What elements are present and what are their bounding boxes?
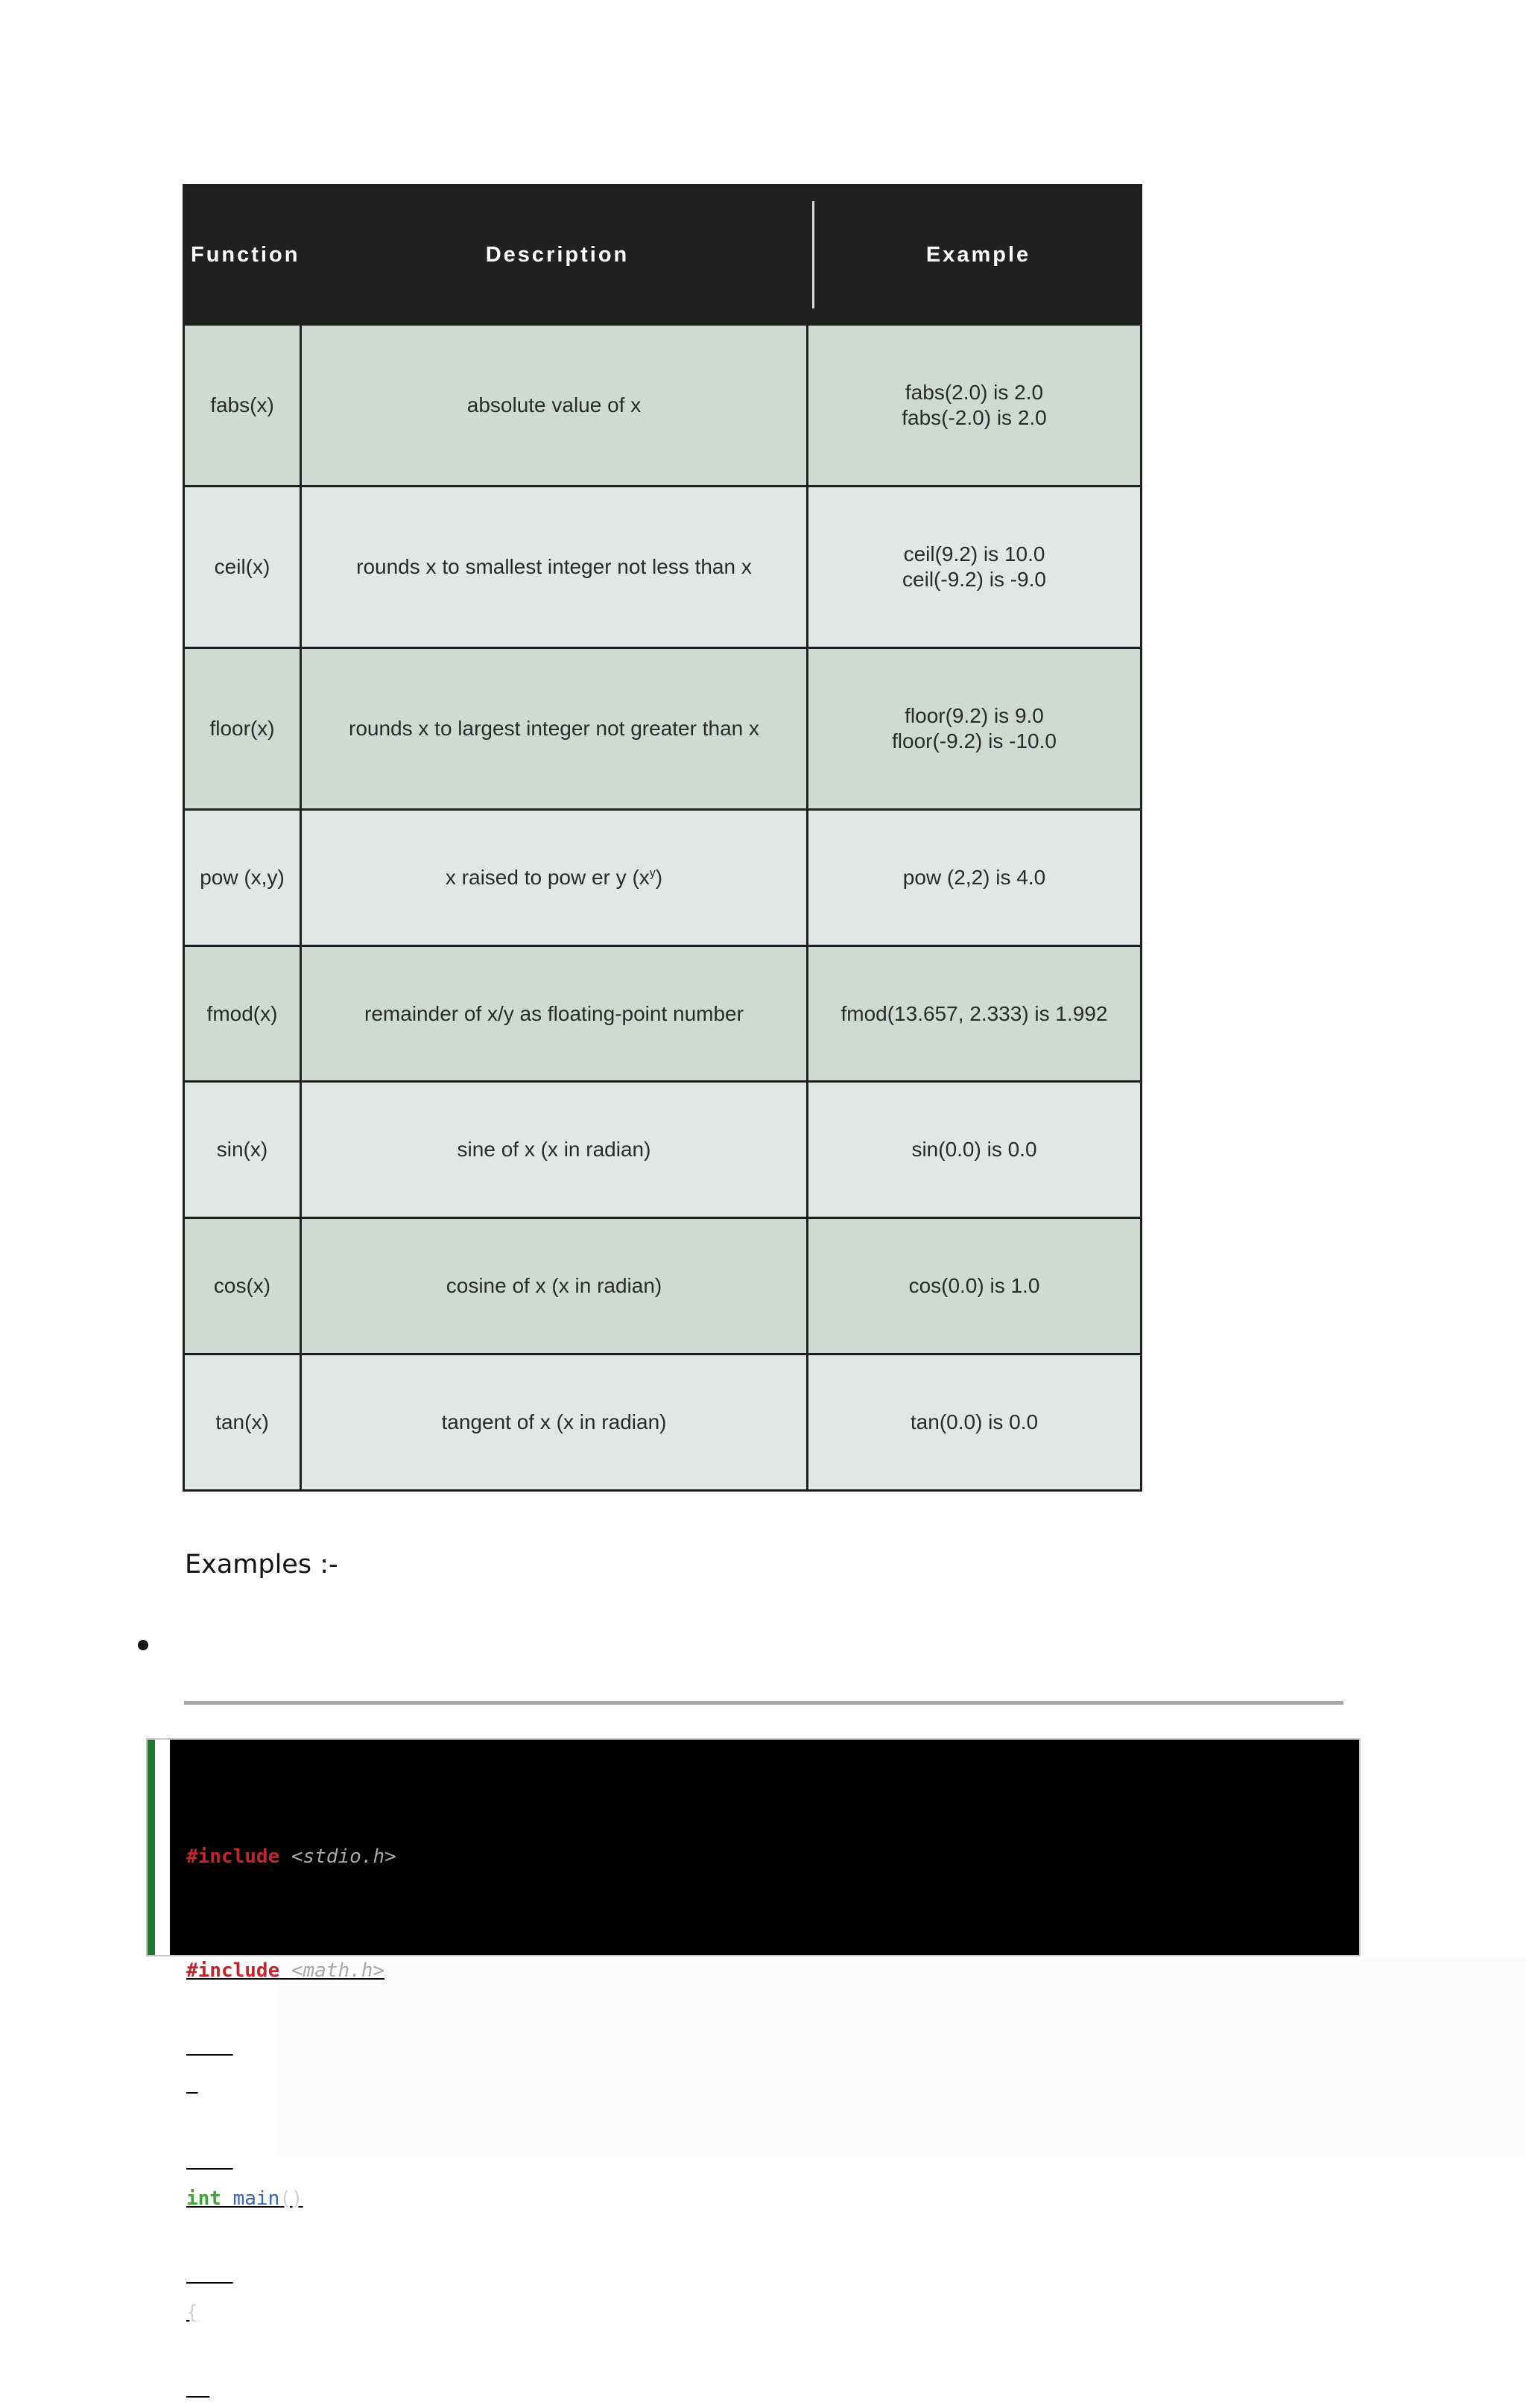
function-text: floor(x) xyxy=(209,717,275,740)
open-brace: { xyxy=(186,2301,198,2324)
cell-function xyxy=(185,326,302,485)
description-text: rounds x to largest integer not greater than x xyxy=(349,717,759,740)
header-example: Example xyxy=(925,243,1031,267)
code-block xyxy=(146,1738,1361,2324)
code-line-include-stdio xyxy=(186,1838,396,1876)
math-functions-table xyxy=(183,184,1142,1492)
cell-function xyxy=(185,1083,302,1217)
cell-example xyxy=(808,811,1140,945)
preprocessor-directive: #include xyxy=(186,1959,280,1982)
table-row xyxy=(185,647,1140,808)
cell-description xyxy=(302,811,808,945)
description-text: sine of x (x in radian) xyxy=(457,1138,651,1161)
description-text: cosine of x (x in radian) xyxy=(446,1274,662,1297)
cell-description xyxy=(302,649,808,808)
description-text: rounds x to smallest integer not less than x xyxy=(356,555,752,578)
include-file: <stdio.h> xyxy=(291,1845,396,1868)
type-keyword: int xyxy=(186,2187,221,2210)
description-text: remainder of x/y as floating-point number xyxy=(364,1001,744,1025)
page-background-panel xyxy=(277,1956,1526,2158)
code-line-include-math xyxy=(186,1952,396,1990)
cell-function xyxy=(185,1355,302,1489)
code-block-gutter xyxy=(155,1740,170,1955)
description-main: x raised to pow er y (x xyxy=(445,866,650,889)
parentheses: () xyxy=(279,2187,303,2210)
example-line: ceil(-9.2) is -9.0 xyxy=(902,568,1046,591)
function-text: ceil(x) xyxy=(214,555,270,578)
cell-function xyxy=(185,649,302,808)
header-description: Description xyxy=(485,243,630,267)
include-file: <math.h> xyxy=(291,1959,385,1982)
cell-example xyxy=(808,1355,1140,1489)
function-text: tan(x) xyxy=(215,1410,269,1433)
function-text: pow (x,y) xyxy=(200,866,285,889)
table-row xyxy=(185,808,1140,945)
cell-function xyxy=(185,947,302,1080)
table-row xyxy=(185,1217,1140,1353)
cell-function xyxy=(185,487,302,647)
examples-heading: Examples :- xyxy=(185,1550,338,1580)
cell-function xyxy=(185,811,302,945)
table-row xyxy=(185,323,1140,485)
example-line: ceil(9.2) is 10.0 xyxy=(903,542,1045,565)
table-row xyxy=(185,1353,1140,1489)
cell-example xyxy=(808,1219,1140,1353)
code-line-main xyxy=(186,2180,396,2218)
example-line: pow (2,2) is 4.0 xyxy=(902,866,1046,889)
example-line: cos(0.0) is 1.0 xyxy=(908,1274,1040,1297)
description-tail: ) xyxy=(655,866,663,889)
cell-description xyxy=(302,1355,808,1489)
preprocessor-directive: #include xyxy=(186,1845,280,1868)
example-line: fabs(2.0) is 2.0 xyxy=(905,381,1044,404)
example-line: fabs(-2.0) is 2.0 xyxy=(902,406,1047,429)
horizontal-rule xyxy=(184,1701,1343,1705)
table-row xyxy=(185,485,1140,647)
cell-description xyxy=(302,947,808,1080)
cell-example xyxy=(808,649,1140,808)
function-name: main xyxy=(232,2187,280,2210)
cell-example xyxy=(808,326,1140,485)
cell-example xyxy=(808,947,1140,1080)
example-line: sin(0.0) is 0.0 xyxy=(911,1138,1037,1161)
function-text: fabs(x) xyxy=(210,393,274,416)
code-line-blank xyxy=(186,2066,396,2104)
superscript-y: y xyxy=(649,866,656,880)
table-row xyxy=(185,945,1140,1080)
code-lines xyxy=(186,1762,396,2408)
table-header xyxy=(185,186,1140,323)
cell-function xyxy=(185,1219,302,1353)
example-line: tan(0.0) is 0.0 xyxy=(910,1410,1039,1433)
description-text: absolute value of x xyxy=(466,393,642,416)
cell-example xyxy=(808,487,1140,647)
cell-description xyxy=(302,1219,808,1353)
code-block-accent-bar xyxy=(148,1740,155,1955)
code-line-brace xyxy=(186,2294,396,2332)
cell-example xyxy=(808,1083,1140,1217)
cell-description xyxy=(302,326,808,485)
cell-description xyxy=(302,487,808,647)
example-line: floor(9.2) is 9.0 xyxy=(905,704,1044,727)
cell-description xyxy=(302,1083,808,1217)
function-text: fmod(x) xyxy=(206,1001,278,1025)
description-text: tangent of x (x in radian) xyxy=(441,1410,667,1433)
header-function: Function xyxy=(191,243,300,267)
function-text: cos(x) xyxy=(213,1274,271,1297)
description-text xyxy=(446,865,662,890)
function-text: sin(x) xyxy=(216,1138,268,1161)
example-line: floor(-9.2) is -10.0 xyxy=(892,729,1057,752)
bullet-point xyxy=(138,1640,148,1650)
table-row xyxy=(185,1080,1140,1217)
example-line: fmod(13.657, 2.333) is 1.992 xyxy=(840,1001,1108,1025)
